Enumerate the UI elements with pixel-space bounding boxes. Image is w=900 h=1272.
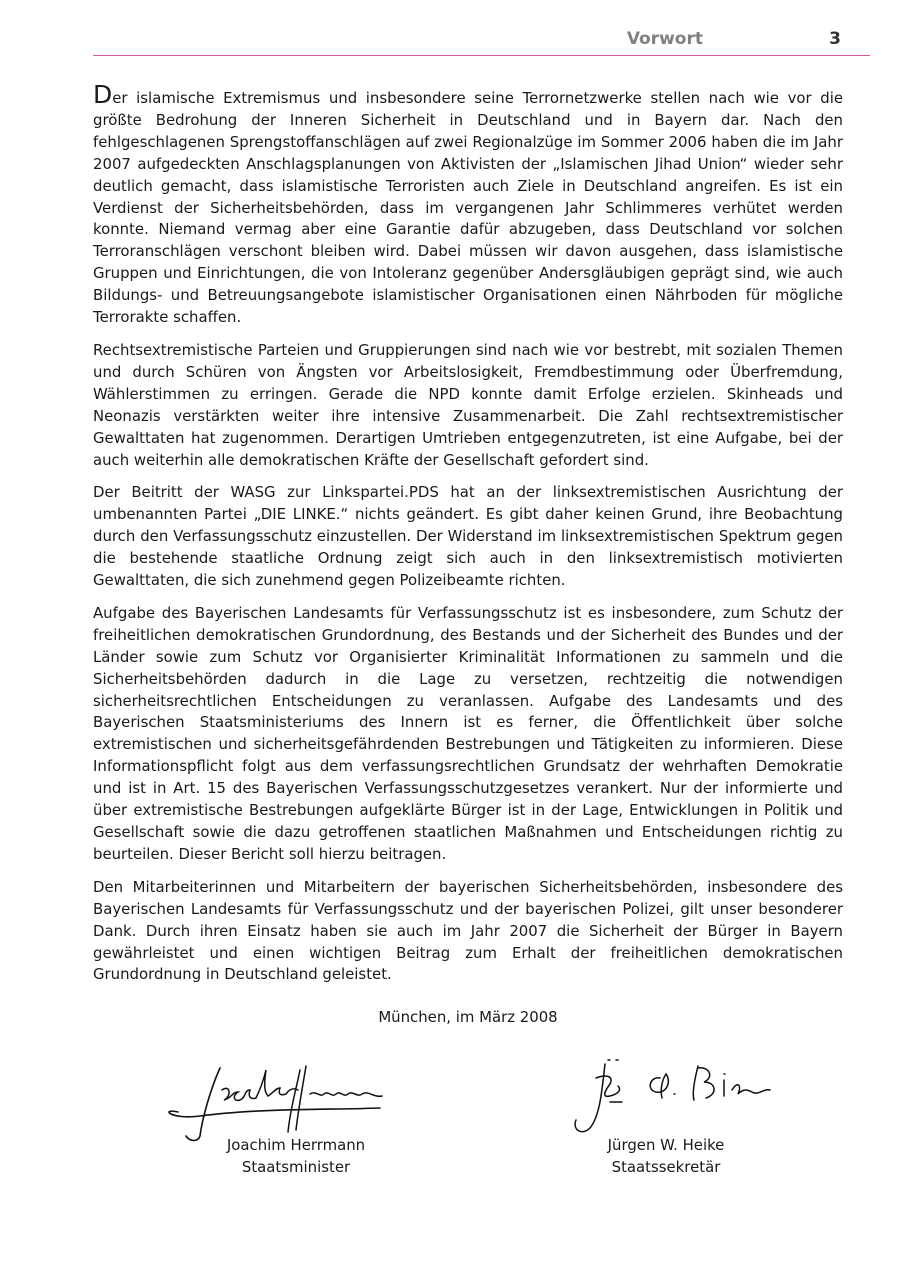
section-title: Vorwort [626,29,703,49]
paragraph-5: Den Mitarbeiterinnen und Mitarbeitern der bayerischen Sicherheitsbehörden, insbesondere des Bayerischen Landesamts für Verfassungsschutz und der bayerischen Polizei, gilt unser besonderer Dank. Durch ihren Einsatz haben sie auch im Jahr 2007 die Sicherheit der Bürger in Bayern gewährleistet und einen wichtigen Beitrag zum Erhalt der freiheitlichen demokratischen Grundordnung in Deutschland geleistet. [93,877,843,984]
place-date: München, im März 2008 [378,1008,558,1026]
signature-block-heike [510,1050,810,1190]
drop-cap: D [93,80,113,109]
paragraph-4: Aufgabe des Bayerischen Landesamts für Verfassungsschutz ist es insbesondere, zum Schutz der freiheitlichen demokratischen Grundordnung, des Bestands und der Sicherheit des Bundes und der Länder sowie zum Schutz vor Organisierter Kriminalität Informationen zu sammeln und die Sicherheitsbehörden dadurch in die Lage zu versetzen, rechtzeitig die notwendigen sicherheitsrechtlichen Entscheidungen zu veranlassen. Aufgabe des Landesamts und des Bayerischen Staatsministeriums des Innern ist es ferner, die Öffentlichkeit über solche extremistischen und sicherheitsgefährdenden Bestrebungen und Tätigkeiten zu informieren. Diese Informationspflicht folgt aus dem verfassungsrechtlichen Grundsatz der wehrhaften Demokratie und ist in Art. 15 des Bayerischen Verfassungsschutzgesetzes verankert. Nur der informierte und über extremistische Bestrebungen aufgeklärte Bürger ist in der Lage, Entwicklungen in Politik und Gesellschaft sowie die dazu getroffenen staatlichen Maßnahmen und Entscheidungen richtig zu beurteilen. Dieser Bericht soll hierzu beitragen. [93,603,843,863]
signatory-title: Staatssekretär [611,1158,721,1176]
signatory-name: Jürgen W. Heike [607,1136,725,1154]
header-divider [93,55,870,56]
foreword-body [93,80,843,997]
page-number: 3 [829,29,841,49]
signature-heike [510,1050,810,1145]
signatory-title: Staatsminister [241,1158,351,1176]
signature-block-herrmann [140,1050,440,1190]
paragraph-3: Der Beitritt der WASG zur Linkspartei.PDS hat an der linksextremistischen Ausrichtung der umbenannten Partei „DIE LINKE.“ nichts geändert. Es gibt daher keinen Grund, ihre Beobachtung durch den Verfassungsschutz einzustellen. Der Widerstand im linksextremistischen Spektrum gegen die bestehende staatliche Ordnung zeigt sich auch in den linksextremistisch motivierten Gewalttaten, die sich zunehmend gegen Polizeibeamte richten. [93,483,843,590]
paragraph-1-text: er islamische Extremismus und insbesondere seine Terrornetzwerke stellen nach wie vor die größte Bedrohung der Inneren Sicherheit in Deutschland und in Bayern dar. Nach den fehlgeschlagenen Sprengstoffanschlägen auf zwei Regionalzüge im Sommer 2006 haben die im Jahr 2007 aufgedeckten Anschlagsplanungen von Aktivisten der „Islamischen Jihad Union“ wieder sehr deutlich gemacht, dass islamistische Terroristen auch Ziele in Deutschland angreifen. Es ist ein Verdienst der Sicherheitsbehörden, dass im vergangenen Jahr Schlimmeres verhütet werden konnte. Niemand vermag aber eine Garantie dafür abzugeben, dass Deutschland vor solchen Terroranschlägen verschont bleiben wird. Dabei müssen wir davon ausgehen, dass islamistische Gruppen und Einrichtungen, die von Intoleranz gegenüber Andersgläubigen geprägt sind, wie auch Bildungs- und Betreuungsangebote islamistischer Organisationen einen Nährboden für mögliche Terrorakte schaffen. [93,89,843,327]
signatory-name: Joachim Herrmann [226,1136,366,1154]
signature-herrmann [140,1050,440,1145]
paragraph-1 [93,80,843,329]
page-header [93,27,845,55]
paragraph-2: Rechtsextremistische Parteien und Gruppierungen sind nach wie vor bestrebt, mit sozialen Themen und durch Schüren von Ängsten vor Arbeitslosigkeit, Fremdbestimmung oder Überfremdung, Wählerstimmen zu erringen. Gerade die NPD konnte damit Erfolge erzielen. Skinheads und Neonazis verstärkten weiter ihre intensive Zusammenarbeit. Die Zahl rechtsextremistischer Gewalttaten hat zugenommen. Derartigen Umtrieben entgegenzutreten, ist eine Aufgabe, bei der auch weiterhin alle demokratischen Kräfte der Gesellschaft gefordert sind. [93,340,843,469]
